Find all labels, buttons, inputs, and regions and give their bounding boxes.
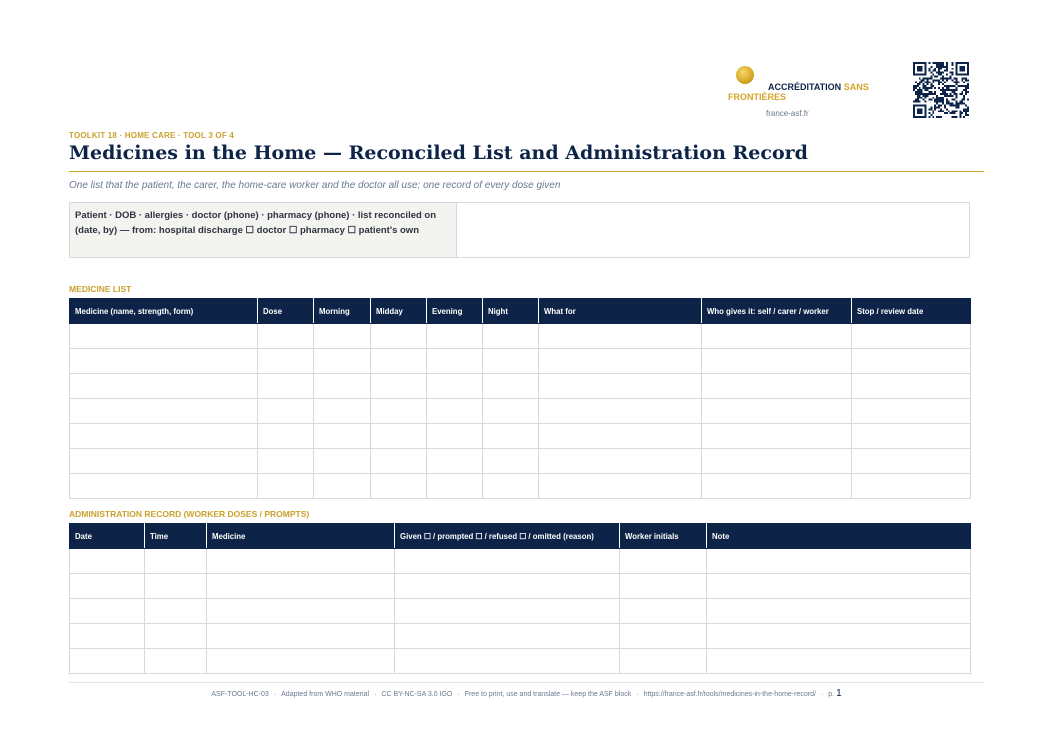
admin-record-cell[interactable]: [620, 549, 707, 574]
medicine-list-cell[interactable]: [539, 474, 702, 499]
admin-record-cell[interactable]: [620, 574, 707, 599]
admin-record-column-header: Time: [145, 524, 207, 549]
admin-record-row: [70, 624, 971, 649]
admin-record-column-header: Given ☐ / prompted ☐ / refused ☐ / omitted (reason): [395, 524, 620, 549]
admin-record-cell[interactable]: [145, 624, 207, 649]
medicine-list-cell[interactable]: [314, 474, 371, 499]
medicine-list-cell[interactable]: [314, 349, 371, 374]
medicine-list-row: [70, 374, 971, 399]
medicine-list-cell[interactable]: [852, 374, 971, 399]
footer-rights: Free to print, use and translate — keep the ASF block: [464, 691, 632, 698]
medicine-list-cell[interactable]: [852, 349, 971, 374]
footer-page-label: p.: [828, 691, 835, 698]
medicine-list-cell[interactable]: [371, 474, 427, 499]
medicine-list-cell[interactable]: [314, 449, 371, 474]
medicine-list-cell[interactable]: [483, 449, 539, 474]
medicine-list-cell[interactable]: [371, 399, 427, 424]
medicine-list-column-header: Midday: [371, 299, 427, 324]
medicine-list-cell[interactable]: [483, 424, 539, 449]
medicine-list-column-header: Night: [483, 299, 539, 324]
patient-info-box: [69, 202, 970, 258]
admin-record-cell[interactable]: [707, 649, 971, 674]
medicine-list-cell[interactable]: [314, 374, 371, 399]
medicine-list-column-header: Stop / review date: [852, 299, 971, 324]
medicine-list-cell[interactable]: [427, 349, 483, 374]
medicine-list-cell[interactable]: [852, 324, 971, 349]
medicine-list-cell[interactable]: [70, 474, 258, 499]
medicine-list-column-header: Who gives it: self / carer / worker: [702, 299, 852, 324]
medicine-list-column-header: Evening: [427, 299, 483, 324]
medicine-list-cell[interactable]: [258, 374, 314, 399]
admin-record-column-header: Note: [707, 524, 971, 549]
admin-record-cell[interactable]: [70, 624, 145, 649]
admin-record-cell[interactable]: [395, 549, 620, 574]
medicine-list-cell[interactable]: [852, 474, 971, 499]
medicine-list-cell[interactable]: [70, 399, 258, 424]
medicine-list-heading: MEDICINE LIST: [69, 284, 132, 294]
admin-record-cell[interactable]: [70, 649, 145, 674]
medicine-list-cell[interactable]: [539, 374, 702, 399]
medicine-list-cell[interactable]: [702, 349, 852, 374]
admin-record-cell[interactable]: [620, 599, 707, 624]
medicine-list-cell[interactable]: [852, 424, 971, 449]
medicine-list-row: [70, 449, 971, 474]
footer-page-number: 1: [836, 688, 842, 699]
medicine-list-cell[interactable]: [702, 449, 852, 474]
admin-record-cell[interactable]: [145, 599, 207, 624]
medicine-list-cell[interactable]: [539, 399, 702, 424]
page-footer: ASF-TOOL-HC-03 · Adapted from WHO material · CC BY-NC-SA 3.0 IGO · Free to print, use and translate — keep the ASF block · https://france-asf.fr/tools/medicines-in-the-home-record/ · p. 1: [211, 688, 842, 699]
medicine-list-row: [70, 424, 971, 449]
medicine-list-cell[interactable]: [258, 449, 314, 474]
medicine-list-cell[interactable]: [427, 474, 483, 499]
medicine-list-cell[interactable]: [483, 474, 539, 499]
admin-record-row: [70, 649, 971, 674]
asf-logo: [728, 64, 888, 124]
medicine-list-row: [70, 324, 971, 349]
medicine-list-cell[interactable]: [258, 399, 314, 424]
medicine-list-cell[interactable]: [371, 449, 427, 474]
admin-record-cell[interactable]: [145, 574, 207, 599]
admin-record-cell[interactable]: [395, 574, 620, 599]
medicine-list-column-header: Medicine (name, strength, form): [70, 299, 258, 324]
page-title: Medicines in the Home — Reconciled List and Administration Record: [69, 142, 808, 164]
admin-record-table: [69, 523, 971, 674]
admin-record-cell[interactable]: [207, 649, 395, 674]
medicine-list-cell[interactable]: [371, 349, 427, 374]
admin-record-cell[interactable]: [145, 549, 207, 574]
medicine-list-cell[interactable]: [702, 424, 852, 449]
medicine-list-cell[interactable]: [371, 374, 427, 399]
admin-record-cell[interactable]: [145, 649, 207, 674]
footer-divider: [69, 682, 984, 683]
admin-record-cell[interactable]: [707, 574, 971, 599]
medicine-list-cell[interactable]: [702, 399, 852, 424]
admin-record-row: [70, 549, 971, 574]
admin-record-cell[interactable]: [395, 649, 620, 674]
admin-record-cell[interactable]: [70, 599, 145, 624]
medicine-list-cell[interactable]: [852, 399, 971, 424]
admin-record-cell[interactable]: [207, 549, 395, 574]
footer-source: Adapted from WHO material: [281, 691, 370, 698]
medicine-list-cell[interactable]: [70, 449, 258, 474]
admin-record-cell[interactable]: [207, 599, 395, 624]
medicine-list-cell[interactable]: [427, 399, 483, 424]
medicine-list-cell[interactable]: [314, 399, 371, 424]
patient-info-label: Patient · DOB · allergies · doctor (phone) · pharmacy (phone) · list reconciled on (date, by) — from: hospital discharge ☐ doctor ☐ pharmacy ☐ patient's own: [70, 203, 457, 257]
medicine-list-cell[interactable]: [483, 374, 539, 399]
brand-url: france-asf.fr: [766, 109, 809, 118]
medicine-list-column-header: What for: [539, 299, 702, 324]
medicine-list-cell[interactable]: [371, 424, 427, 449]
medicine-list-cell[interactable]: [70, 374, 258, 399]
medicine-list-cell[interactable]: [314, 324, 371, 349]
admin-record-cell[interactable]: [395, 599, 620, 624]
medicine-list-cell[interactable]: [539, 349, 702, 374]
admin-record-heading: ADMINISTRATION RECORD (WORKER DOSES / PROMPTS): [69, 509, 310, 519]
medicine-list-cell[interactable]: [539, 324, 702, 349]
brand-name-part3: FRONTIÈRES: [728, 92, 787, 102]
medicine-list-column-header: Dose: [258, 299, 314, 324]
admin-record-cell[interactable]: [207, 574, 395, 599]
admin-record-column-header: Worker initials: [620, 524, 707, 549]
medicine-list-cell[interactable]: [702, 474, 852, 499]
brand-name-part1: ACCRÉDITATION: [768, 82, 842, 92]
admin-record-cell[interactable]: [707, 624, 971, 649]
medicine-list-cell[interactable]: [483, 349, 539, 374]
qr-code-icon: [913, 62, 969, 118]
medicine-list-cell[interactable]: [258, 324, 314, 349]
medicine-list-cell[interactable]: [539, 449, 702, 474]
medicine-list-cell[interactable]: [371, 324, 427, 349]
medicine-list-cell[interactable]: [427, 324, 483, 349]
admin-record-cell[interactable]: [620, 624, 707, 649]
medicine-list-column-header: Morning: [314, 299, 371, 324]
medicine-list-cell[interactable]: [314, 424, 371, 449]
medicine-list-cell[interactable]: [483, 324, 539, 349]
medicine-list-cell[interactable]: [70, 349, 258, 374]
admin-record-cell[interactable]: [707, 549, 971, 574]
admin-record-cell[interactable]: [70, 574, 145, 599]
medicine-list-row: [70, 474, 971, 499]
medicine-list-cell[interactable]: [852, 449, 971, 474]
admin-record-cell[interactable]: [70, 549, 145, 574]
admin-record-column-header: Medicine: [207, 524, 395, 549]
admin-record-cell[interactable]: [395, 624, 620, 649]
brand-name: [728, 82, 888, 102]
medicine-list-cell[interactable]: [483, 399, 539, 424]
medicine-list-table: [69, 298, 971, 499]
medicine-list-row: [70, 399, 971, 424]
medicine-list-cell[interactable]: [258, 424, 314, 449]
medicine-list-cell[interactable]: [70, 424, 258, 449]
medicine-list-cell[interactable]: [427, 424, 483, 449]
medicine-list-row: [70, 349, 971, 374]
toolkit-kicker: TOOLKIT 18 · HOME CARE · TOOL 3 OF 4: [69, 131, 234, 140]
brand-name-part2: SANS: [843, 82, 869, 92]
page-subtitle: One list that the patient, the carer, the home-care worker and the doctor all use; one record of every dose given: [69, 180, 561, 191]
patient-info-field[interactable]: [457, 203, 969, 257]
medicine-list-cell[interactable]: [427, 449, 483, 474]
footer-link[interactable]: https://france-asf.fr/tools/medicines-in-the-home-record/: [643, 691, 816, 698]
admin-record-cell[interactable]: [207, 624, 395, 649]
title-divider: [69, 171, 984, 172]
footer-license: CC BY-NC-SA 3.0 IGO: [381, 691, 453, 698]
medicine-list-cell[interactable]: [702, 324, 852, 349]
admin-record-row: [70, 574, 971, 599]
admin-record-cell[interactable]: [707, 599, 971, 624]
medicine-list-cell[interactable]: [702, 374, 852, 399]
medicine-list-cell[interactable]: [427, 374, 483, 399]
medicine-list-cell[interactable]: [70, 324, 258, 349]
medicine-list-cell[interactable]: [539, 424, 702, 449]
medicine-list-cell[interactable]: [258, 474, 314, 499]
footer-doc-code: ASF-TOOL-HC-03: [211, 691, 269, 698]
admin-record-row: [70, 599, 971, 624]
admin-record-cell[interactable]: [620, 649, 707, 674]
medicine-list-cell[interactable]: [258, 349, 314, 374]
admin-record-column-header: Date: [70, 524, 145, 549]
